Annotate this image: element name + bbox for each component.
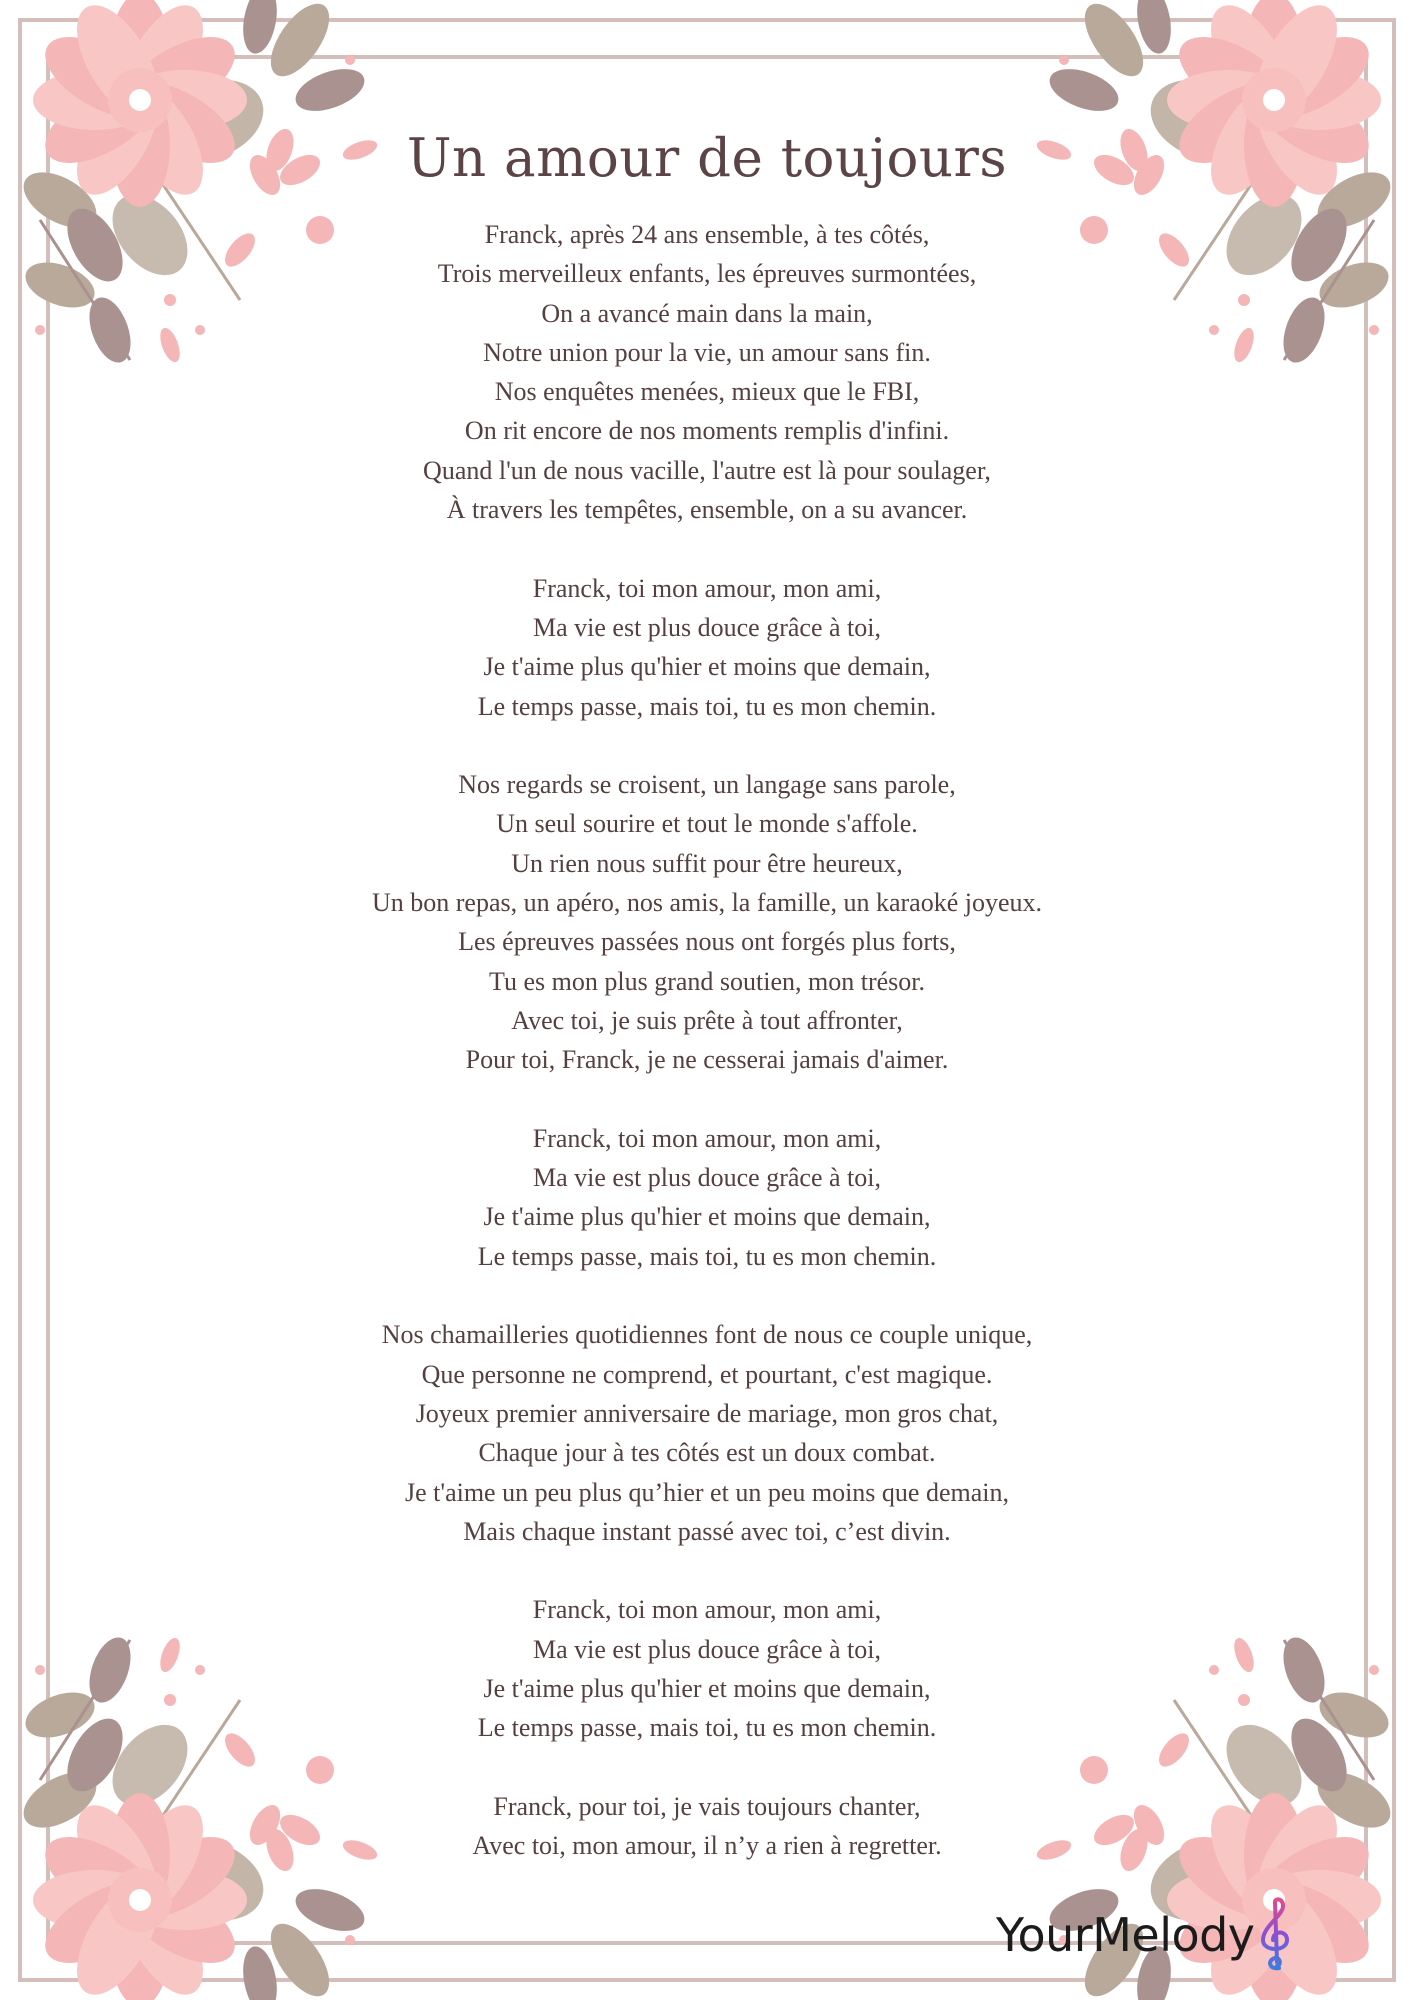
lyric-line: Le temps passe, mais toi, tu es mon chemin. — [477, 1713, 937, 1743]
lyric-line: Un seul sourire et tout le monde s'affole. — [496, 809, 918, 839]
lyric-line: Nos regards se croisent, un langage sans parole, — [458, 770, 956, 800]
lyric-line: Je t'aime un peu plus qu’hier et un peu moins que demain, — [405, 1477, 1009, 1507]
lyric-line: Nos chamailleries quotidiennes font de nous ce couple unique, — [381, 1320, 1033, 1350]
chorus — [150, 569, 1264, 726]
chorus — [150, 1119, 1264, 1276]
lyric-line: Un bon repas, un apéro, nos amis, la famille, un karaoké joyeux. — [371, 888, 1043, 918]
lyric-line: Nos enquêtes menées, mieux que le FBI, — [494, 377, 920, 407]
lyric-line: Mais chaque instant passé avec toi, c’est divin. — [463, 1516, 951, 1546]
lyric-line: Le temps passe, mais toi, tu es mon chemin. — [477, 691, 937, 721]
yourmelody-logo — [996, 1895, 1295, 1975]
lyric-line: Je t'aime plus qu'hier et moins que demain, — [483, 652, 931, 682]
lyric-line: Joyeux premier anniversaire de mariage, mon gros chat, — [415, 1398, 999, 1428]
lyric-line: Un rien nous suffit pour être heureux, — [511, 848, 903, 878]
lyric-line: Je t'aime plus qu'hier et moins que demain, — [483, 1673, 931, 1703]
lyric-line: Franck, toi mon amour, mon ami, — [532, 1595, 882, 1625]
lyric-line: Avec toi, je suis prête à tout affronter, — [511, 1005, 903, 1035]
lyric-line: Avec toi, mon amour, il n’y a rien à regretter. — [472, 1831, 942, 1861]
lyric-line: Les épreuves passées nous ont forgés plus forts, — [458, 927, 956, 957]
outro — [150, 1787, 1264, 1866]
logo-text: YourMelody — [996, 1908, 1255, 1962]
chorus — [150, 1590, 1264, 1747]
lyric-line: Quand l'un de nous vacille, l'autre est là pour soulager, — [423, 455, 991, 485]
stanza — [150, 765, 1264, 1079]
lyric-line: Tu es mon plus grand soutien, mon trésor. — [489, 966, 925, 996]
lyric-line: Chaque jour à tes côtés est un doux combat. — [478, 1438, 936, 1468]
lyric-line: À travers les tempêtes, ensemble, on a su avancer. — [446, 495, 968, 525]
lyric-line: Ma vie est plus douce grâce à toi, — [533, 612, 881, 642]
lyric-line: Que personne ne comprend, et pourtant, c'est magique. — [421, 1359, 993, 1389]
lyric-line: Franck, toi mon amour, mon ami, — [532, 1123, 882, 1153]
lyric-line: Ma vie est plus douce grâce à toi, — [533, 1634, 881, 1664]
lyric-line: Franck, toi mon amour, mon ami, — [532, 573, 882, 603]
lyric-line: Le temps passe, mais toi, tu es mon chemin. — [477, 1241, 937, 1271]
lyric-line: Franck, après 24 ans ensemble, à tes côtés, — [484, 220, 930, 249]
stanza — [150, 215, 1264, 529]
stanza — [150, 1315, 1264, 1551]
poem-title: Un amour de toujours — [406, 128, 1008, 189]
lyric-line: Je t'aime plus qu'hier et moins que demain, — [483, 1202, 931, 1232]
lyric-line: Pour toi, Franck, je ne cesserai jamais d'aimer. — [465, 1045, 949, 1075]
lyric-line: Notre union pour la vie, un amour sans fin. — [483, 337, 931, 367]
lyrics-body — [150, 215, 1264, 1905]
lyric-line: On rit encore de nos moments remplis d'infini. — [464, 416, 950, 446]
lyric-line: Franck, pour toi, je vais toujours chanter, — [493, 1791, 921, 1821]
lyric-line: Trois merveilleux enfants, les épreuves surmontées, — [437, 259, 977, 289]
lyric-line: Ma vie est plus douce grâce à toi, — [533, 1163, 881, 1193]
treble-clef-icon — [1257, 1896, 1295, 1974]
lyric-line: On a avancé main dans la main, — [541, 298, 873, 328]
